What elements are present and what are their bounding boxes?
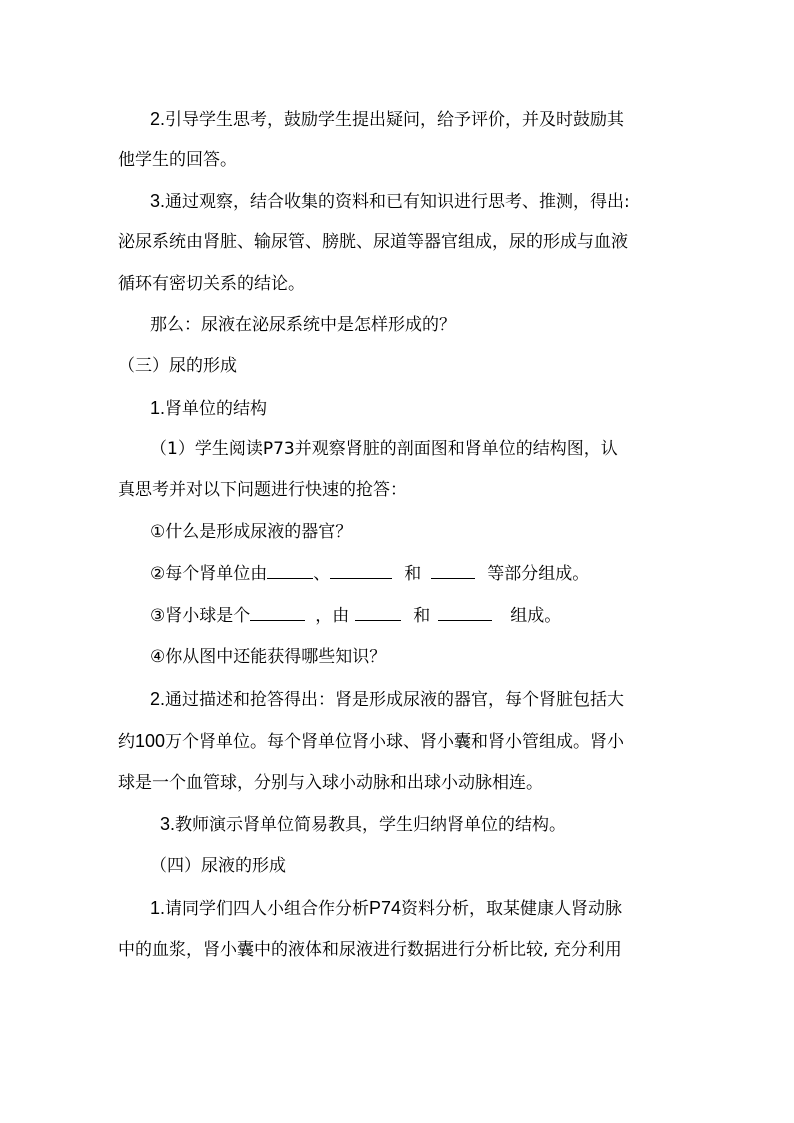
fill-blank [355,603,401,621]
item-number: 1. [150,898,166,918]
text: 组成。 [510,606,562,626]
paragraph-line [118,771,543,795]
page-ref: P74 [369,898,402,918]
text: 约 [118,732,135,752]
text: 等部分组成。 [487,564,590,584]
text: 中的血浆，肾小囊中的液体和尿液进行数据进行分析比较, 充分利用 [118,940,622,960]
paragraph-line [150,437,618,461]
text: 教师演示肾单位简易教具，学生归纳肾单位的结构。 [175,815,567,835]
fill-blank [330,561,392,579]
paragraph-line [118,938,622,962]
question-item [150,645,386,669]
paragraph-line [118,230,628,254]
paragraph-line [150,313,456,337]
section-heading [150,854,286,878]
text: ，由 [315,606,350,626]
text: 循环有密切关系的结论。 [118,274,305,294]
item-number: 3. [150,191,166,211]
text: 他学生的回答。 [118,150,237,170]
text: ④你从图中还能获得哪些知识？ [150,647,387,667]
text: 球是一个血管球，分别与入球小动脉和出球小动脉相连。 [118,773,543,793]
text: 请同学们四人小组合作分析 [165,899,370,919]
paragraph-line [118,148,237,172]
text: 、 [313,564,331,584]
text: （四）尿液的形成 [150,856,286,876]
item-number: 3. [160,814,176,834]
fill-blank [438,603,492,621]
text: 肾单位的结构 [165,399,268,419]
text: （1）学生阅读P73并观察肾脏的剖面图和肾单位的结构图，认 [150,439,618,459]
text: ③肾小球是个 [150,606,251,626]
fill-blank [250,603,305,621]
text: 和 [413,606,431,626]
paragraph-line [118,272,305,296]
fill-blank [267,561,313,579]
text: 泌尿系统由肾脏、输尿管、膀胱、尿道等器官组成，尿的形成与血液 [118,232,628,252]
question-item [150,603,561,628]
subsection-heading [150,396,267,421]
text: 通过观察，结合收集的资料和已有知识进行思考、推测，得出: [165,192,630,212]
text: 和 [404,564,422,584]
text: 引导学生思考，鼓励学生提出疑问，给予评价，并及时鼓励其 [165,110,625,130]
number: 100 [135,731,166,751]
paragraph-line [150,189,630,214]
paragraph-line [150,107,624,132]
item-number: 2. [150,109,166,129]
paragraph-line [150,687,624,712]
text: ①什么是形成尿液的器官？ [150,522,353,542]
item-number: 2. [150,689,166,709]
text: ②每个肾单位由 [150,564,268,584]
text: 真思考并对以下问题进行快速的抢答： [118,480,407,500]
item-number: 1. [150,398,166,418]
paragraph-line [150,896,622,921]
section-heading [118,354,237,378]
text: 通过描述和抢答得出：肾是形成尿液的器官，每个肾脏包括大 [165,690,625,710]
fill-blank [431,561,475,579]
text: 资料分析，取某健康人肾动脉 [401,899,623,919]
text: （三）尿的形成 [118,356,237,376]
text: 万个肾单位。每个肾单位肾小球、肾小囊和肾小管组成。肾小 [165,732,625,752]
question-item [150,520,352,544]
question-item [150,561,589,586]
paragraph-line [160,812,566,837]
paragraph-line [118,478,407,502]
text: 那么：尿液在泌尿系统中是怎样形成的？ [150,315,456,335]
paragraph-line [118,729,624,754]
